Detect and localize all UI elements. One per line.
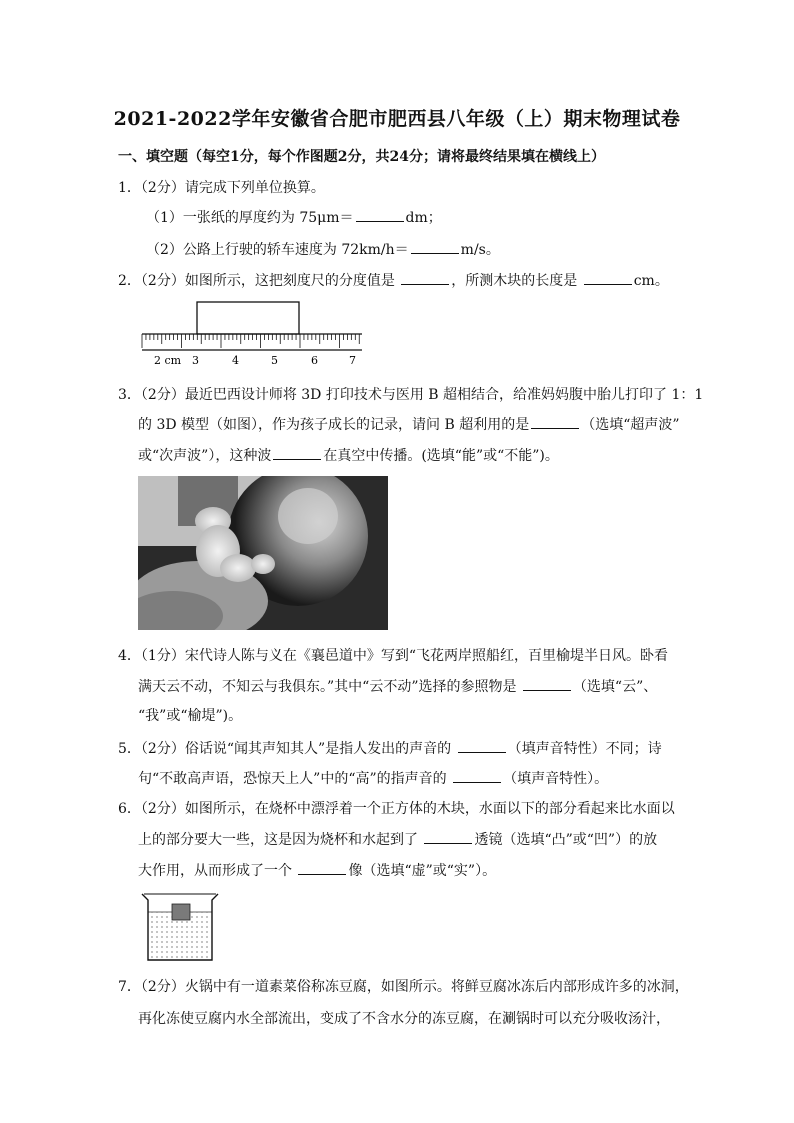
question-3-line2 — [138, 414, 680, 435]
q6-text: 透镜（选填“凸”或“凹”）的放 — [474, 832, 658, 848]
ruler-label: 3 — [192, 354, 199, 367]
q6-text: 像（选填“虚”或“实”）。 — [348, 863, 497, 879]
q6-text: 大作用，从而形成了一个 — [138, 863, 297, 879]
question-6-line2 — [138, 829, 657, 850]
question-5-line2 — [138, 768, 608, 789]
question-6-line1: 6．（2分）如图所示，在烧杯中漂浮着一个正方体的木块，水面以下的部分看起来比水面以 — [118, 801, 675, 817]
q2-text-c: cm。 — [633, 273, 669, 289]
exam-title: 2021-2022学年安徽省合肥市肥西县八年级（上）期末物理试卷 — [113, 108, 681, 130]
ruler-label: 5 — [271, 354, 278, 367]
question-4-line2 — [138, 676, 657, 697]
q6-text: 上的部分要大一些，这是因为烧杯和水起到了 — [138, 832, 423, 848]
answer-blank[interactable] — [453, 768, 501, 783]
q4-text: （选填“云”、 — [572, 679, 658, 695]
question-6-line3 — [138, 860, 496, 881]
q5-text: （填声音特性）。 — [503, 771, 609, 787]
question-4-line3: “我”或“榆堤”)。 — [138, 708, 243, 724]
answer-blank[interactable] — [356, 207, 404, 222]
q5-text: 5．（2分）俗话说“闻其声知其人”是指人发出的声音的 — [118, 741, 456, 757]
wood-block — [197, 302, 299, 334]
question-1-sub2 — [146, 239, 500, 260]
q1-sub1-text: （1）一张纸的厚度约为 75μm＝ — [146, 210, 354, 226]
q5-text: 句“不敢高声语，恐惊天上人”中的“高”的指声音的 — [138, 771, 452, 787]
ruler-label: 4 — [232, 354, 239, 367]
q1-sub1-unit: dm； — [405, 210, 442, 226]
q2-text-b: ，所测木块的长度是 — [451, 273, 582, 289]
q1-sub2-text: （2）公路上行驶的轿车速度为 72km/h＝ — [146, 242, 409, 258]
q4-text: 满天云不动，不知云与我俱东。”其中“云不动”选择的参照物是 — [138, 679, 521, 695]
question-1-sub1 — [146, 207, 442, 228]
ruler-ticks — [142, 334, 359, 348]
question-2 — [118, 270, 669, 291]
q3-text: 或“次声波”），这种波 — [138, 448, 272, 464]
answer-blank[interactable] — [424, 829, 472, 844]
answer-blank[interactable] — [401, 270, 449, 285]
question-4-line1: 4．（1分）宋代诗人陈与义在《襄邑道中》写到“飞花两岸照船红，百里榆堤半日风。卧看 — [118, 648, 668, 664]
beaker-figure — [140, 890, 220, 966]
q1-sub2-unit: m/s。 — [460, 242, 500, 258]
question-3-line1: 3．（2分）最近巴西设计师将 3D 打印技术与医用 B 超相结合，给准妈妈腹中胎儿打印了 1：1 — [118, 387, 704, 403]
answer-blank[interactable] — [411, 239, 459, 254]
answer-blank[interactable] — [298, 860, 346, 875]
q5-text: （填声音特性）不同；诗 — [507, 741, 662, 757]
answer-blank[interactable] — [523, 676, 571, 691]
section-heading: 一、填空题（每空1分，每个作图题2分，共24分；请将最终结果填在横线上） — [118, 149, 605, 165]
ruler-label: 2 cm — [154, 354, 182, 367]
wood-cube — [172, 904, 190, 920]
q2-text-a: 2．（2分）如图所示，这把刻度尺的分度值是 — [118, 273, 400, 289]
q3-text: 的 3D 模型（如图），作为孩子成长的记录，请问 B 超利用的是 — [138, 417, 530, 433]
q3-text: （选填“超声波” — [581, 417, 680, 433]
q3-text: 在真空中传播。(选填“能”或“不能”)。 — [323, 448, 559, 464]
ruler-figure — [140, 298, 370, 370]
question-3-line3 — [138, 445, 559, 466]
question-7-line2: 再化冻使豆腐内水全部流出，变成了不含水分的冻豆腐，在涮锅时可以充分吸收汤汁， — [138, 1011, 670, 1027]
answer-blank[interactable] — [273, 445, 321, 460]
answer-blank[interactable] — [531, 414, 579, 429]
question-5-line1 — [118, 738, 662, 759]
ruler-label: 7 — [349, 354, 356, 367]
answer-blank[interactable] — [458, 738, 506, 753]
fetus-3d-model-photo — [138, 476, 388, 630]
ruler-label: 6 — [311, 354, 318, 367]
answer-blank[interactable] — [584, 270, 632, 285]
question-1-stem: 1．（2分）请完成下列单位换算。 — [118, 180, 325, 196]
question-7-line1: 7．（2分）火锅中有一道素菜俗称冻豆腐，如图所示。将鲜豆腐冰冻后内部形成许多的冰洞， — [118, 979, 689, 995]
